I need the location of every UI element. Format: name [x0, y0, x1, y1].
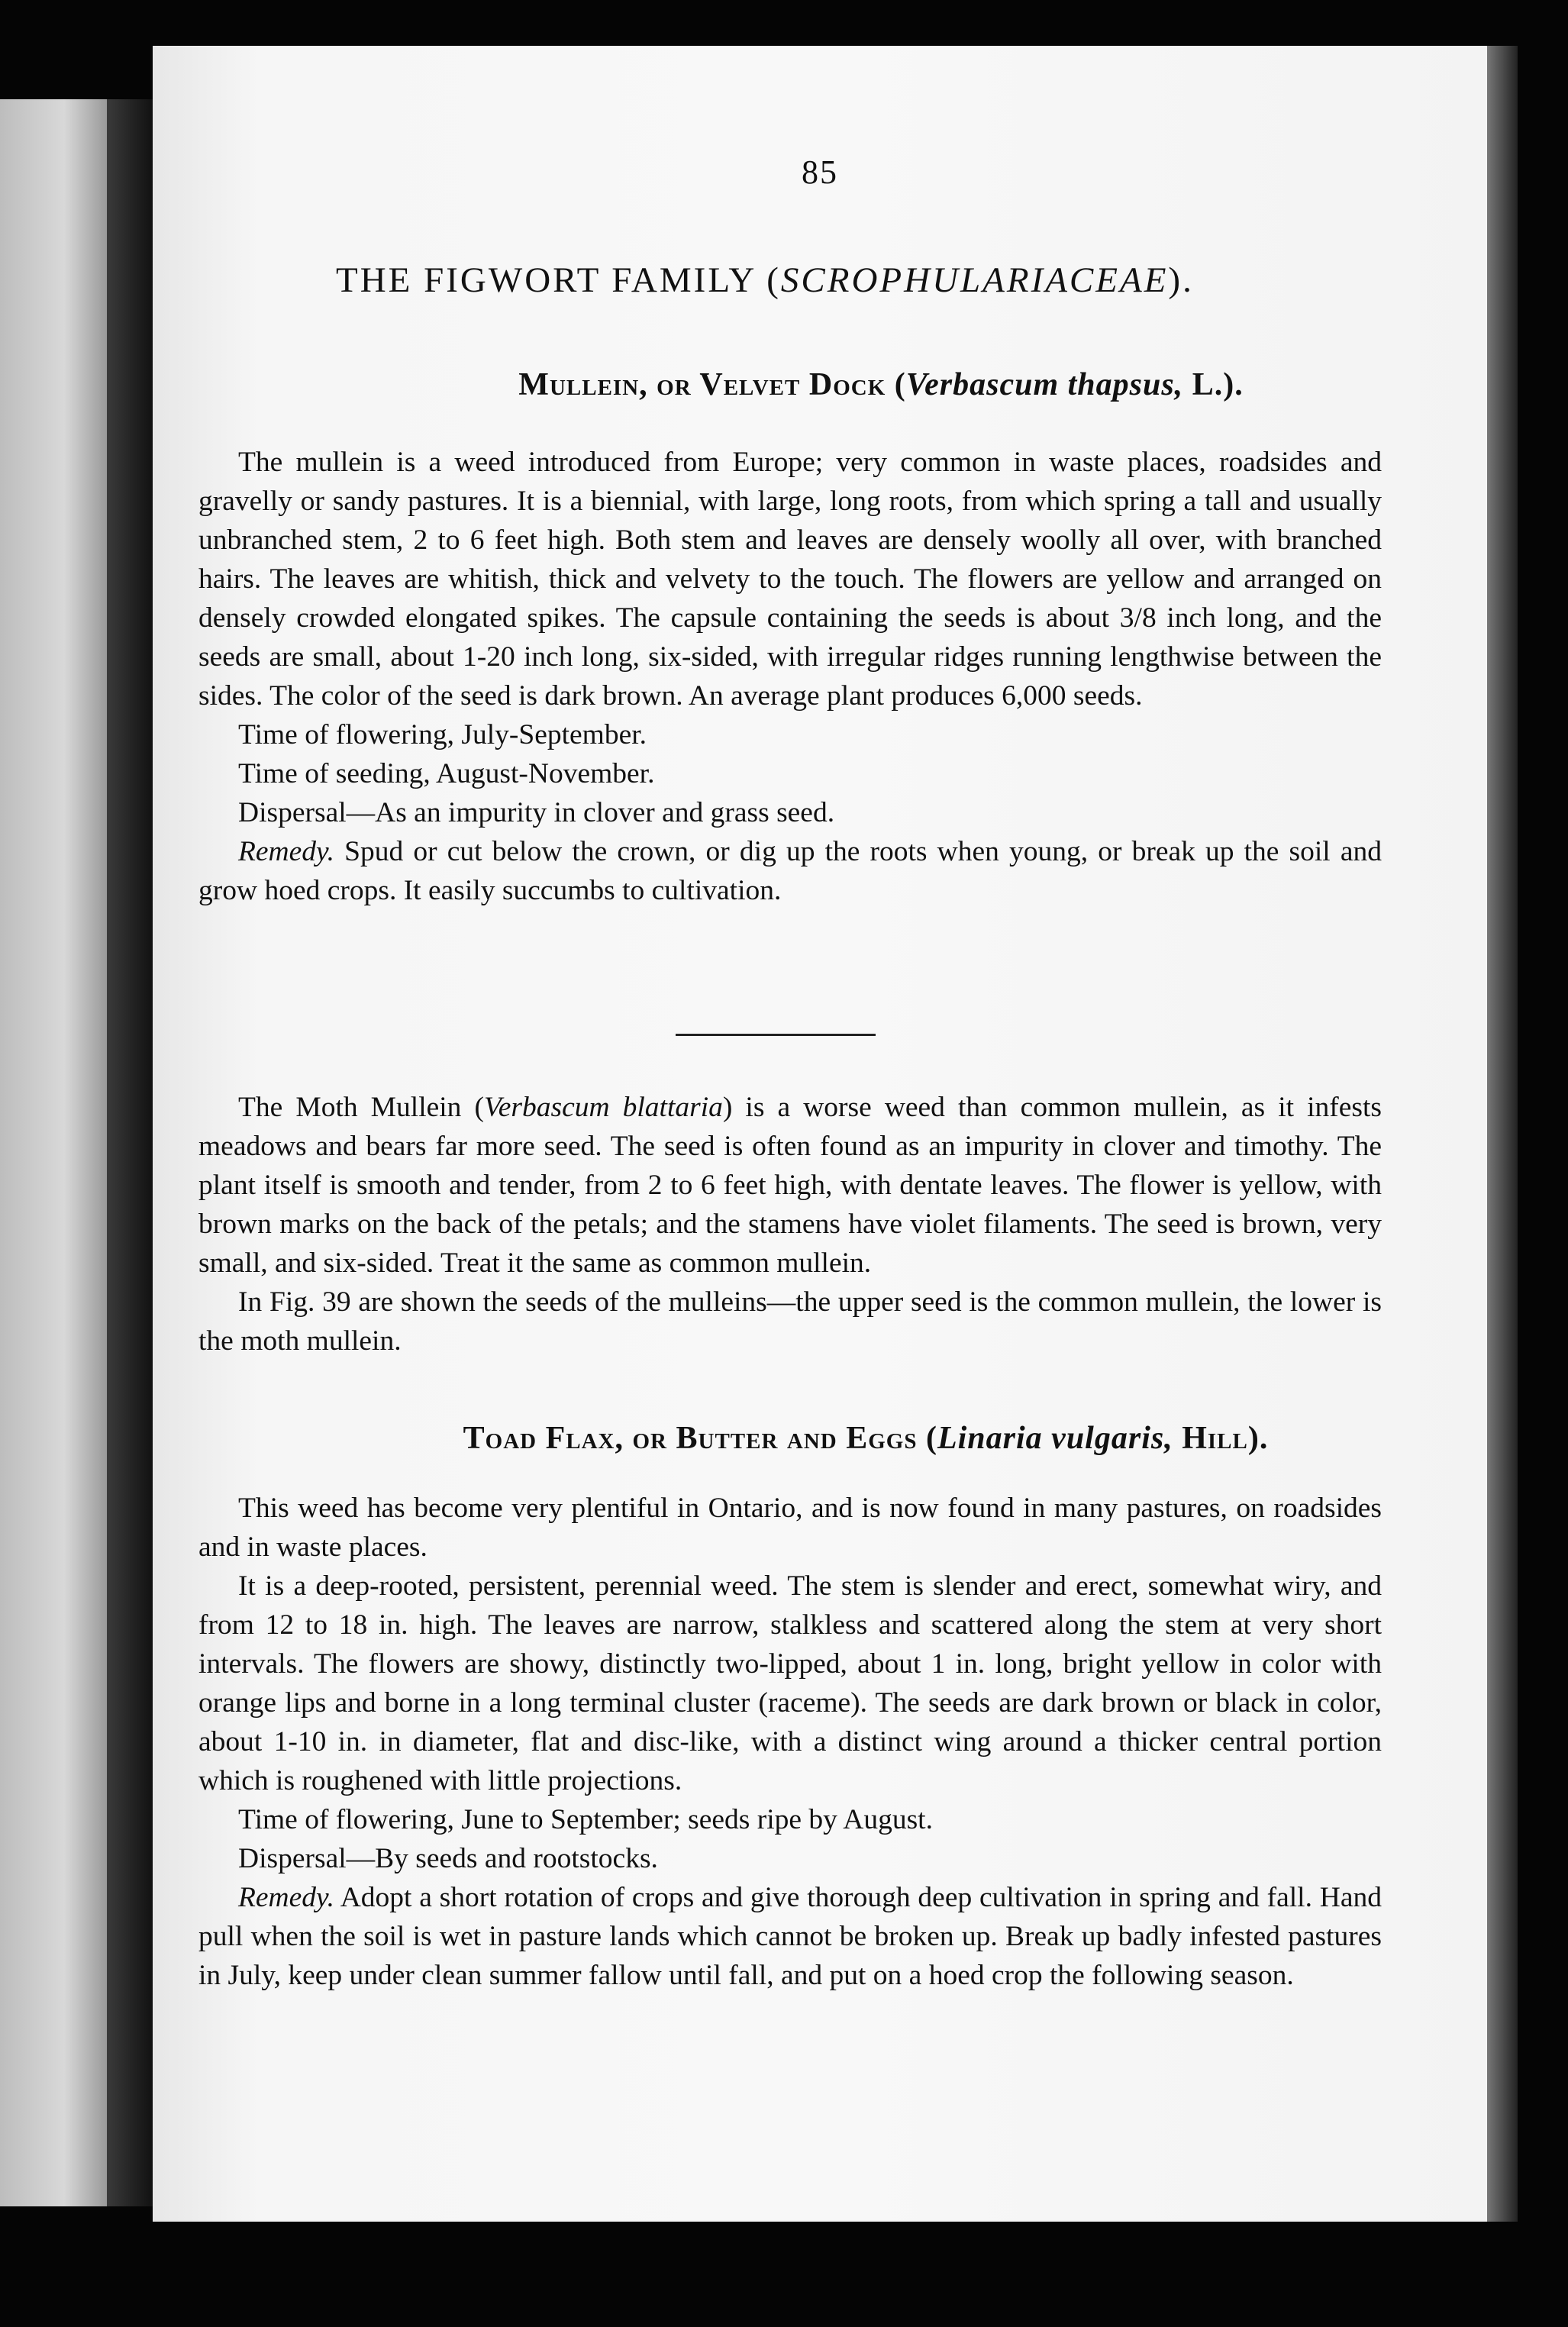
toad-flax-remedy: [198, 1878, 1382, 1995]
family-heading-close: ).: [1168, 260, 1194, 300]
mullein-remedy-label: Remedy.: [238, 836, 334, 867]
moth-mullein-figure-note: In Fig. 39 are shown the seeds of the mulleins—the upper seed is the common mullein, the lower is the moth mullein.: [198, 1286, 1382, 1357]
book-gutter: [107, 99, 153, 2206]
toad-flax-section: [198, 1489, 1382, 1995]
family-heading-text: THE FIGWORT FAMILY (: [336, 260, 781, 300]
family-heading-latin: SCROPHULARIACEAE: [780, 260, 1169, 300]
toad-flax-remedy-text: Adopt a short rotation of crops and give thorough deep cultivation in spring and fall. Hand pull when the soil is wet in pasture lands which cannot be broken up. Break up badly infested pastures in July, keep under clean summer fallow until fall, and put on a hoed crop the following season.: [198, 1882, 1382, 1991]
mullein-heading-authority: L.).: [1183, 367, 1244, 402]
toad-flax-remedy-label: Remedy.: [238, 1882, 334, 1913]
mullein-flowering: Time of flowering, July-September.: [238, 719, 647, 750]
mullein-heading: [214, 366, 1548, 403]
facing-page-edge: [0, 99, 107, 2206]
toad-flax-dispersal: Dispersal—By seeds and rootstocks.: [238, 1843, 658, 1874]
page-number: 85: [802, 153, 838, 191]
family-heading: [336, 260, 1405, 301]
mullein-heading-text: Mullein, or Velvet Dock (: [518, 367, 906, 402]
toad-flax-flowering: Time of flowering, June to September; seeds ripe by August.: [238, 1804, 933, 1835]
mullein-seeding: Time of seeding, August-November.: [238, 758, 655, 789]
toad-flax-intro: This weed has become very plentiful in Ontario, and is now found in many pastures, on roadsides and in waste places.: [198, 1493, 1382, 1563]
moth-mullein-section: [198, 1088, 1382, 1360]
page-edge-shadow: [1487, 46, 1518, 2222]
mullein-heading-latin: Verbascum thapsus,: [905, 367, 1184, 402]
mullein-section: [198, 443, 1382, 910]
mullein-remedy-text: Spud or cut below the crown, or dig up the roots when young, or break up the soil and grow hoed crops. It easily succumbs to cultivation.: [198, 836, 1382, 906]
toad-flax-description: It is a deep-rooted, persistent, perennial weed. The stem is slender and erect, somewhat wiry, and from 12 to 18 in. high. The leaves are narrow, stalkless and scattered along the stem at very short intervals. The flowers are showy, distinctly two-lipped, about 1 in. long, bright yellow in color with orange lips and borne in a long terminal cluster (raceme). The seeds are dark brown or black in color, about 1-10 in. in diameter, flat and disc-like, with a distinct wing around a thicker central portion which is roughened with little projections.: [198, 1570, 1382, 1796]
moth-mullein-intro: The Moth Mullein (: [238, 1092, 484, 1123]
moth-mullein-text: ) is a worse weed than common mullein, as it infests meadows and bears far more seed. The seed is often found as an impurity in clover and timothy. The plant itself is smooth and tender, from 2 to 6 feet high, with dentate leaves. The flower is yellow, with brown marks on the back of the petals; and the stamens have violet filaments. The seed is brown, very small, and six-sided. Treat it the same as common mullein.: [198, 1092, 1382, 1279]
toad-flax-heading: [198, 1420, 1533, 1457]
section-divider: [676, 1034, 876, 1036]
mullein-dispersal: Dispersal—As an impurity in clover and grass seed.: [238, 797, 835, 828]
toad-flax-heading-latin: Linaria vulgaris,: [937, 1421, 1173, 1456]
toad-flax-heading-authority: Hill).: [1173, 1421, 1269, 1456]
mullein-description: The mullein is a weed introduced from Europe; very common in waste places, roadsides and gravelly or sandy pastures. It is a biennial, with large, long roots, from which spring a tall and usually unbranched stem, 2 to 6 feet high. Both stem and leaves are densely woolly all over, with branched hairs. The leaves are whitish, thick and velvety to the touch. The flowers are yellow and arranged on densely crowded elongated spikes. The capsule containing the seeds is about 3/8 inch long, and the seeds are small, about 1-20 inch long, six-sided, with irregular ridges running lengthwise between the sides. The color of the seed is dark brown. An average plant produces 6,000 seeds.: [198, 447, 1382, 712]
moth-mullein-description: [198, 1088, 1382, 1283]
book-page: [153, 46, 1487, 2222]
toad-flax-heading-text: Toad Flax, or Butter and Eggs (: [463, 1421, 937, 1456]
mullein-remedy: [198, 832, 1382, 910]
moth-mullein-latin: Verbascum blattaria: [483, 1092, 723, 1123]
